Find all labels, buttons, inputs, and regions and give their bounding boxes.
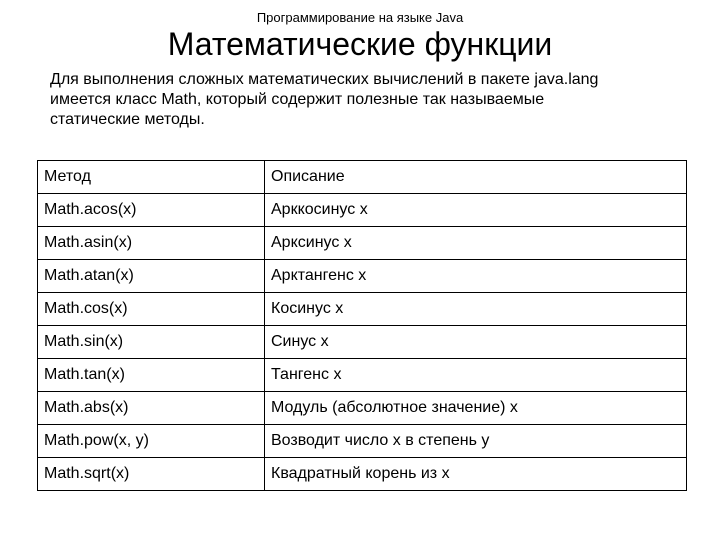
table-row	[38, 392, 687, 425]
method-cell: Math.sqrt(x)	[38, 458, 265, 491]
method-cell: Math.cos(x)	[38, 293, 265, 326]
method-cell: Math.pow(x, y)	[38, 425, 265, 458]
slide-title: Математические функции	[167, 26, 553, 62]
intro-line: статические методы.	[50, 111, 205, 128]
description-cell: Арккосинус x	[265, 194, 687, 227]
description-cell: Синус x	[265, 326, 687, 359]
table-header-row	[38, 161, 687, 194]
description-cell: Арксинус x	[265, 227, 687, 260]
intro-line: Для выполнения сложных математических вычислений в пакете java.lang	[50, 71, 599, 88]
column-header-method: Метод	[38, 161, 265, 194]
table-row	[38, 326, 687, 359]
table-row	[38, 227, 687, 260]
table-row	[38, 194, 687, 227]
description-cell: Квадратный корень из x	[265, 458, 687, 491]
description-cell: Арктангенс x	[265, 260, 687, 293]
intro-paragraph	[50, 70, 690, 130]
description-cell: Тангенс x	[265, 359, 687, 392]
method-cell: Math.asin(x)	[38, 227, 265, 260]
method-cell: Math.acos(x)	[38, 194, 265, 227]
description-cell: Модуль (абсолютное значение) x	[265, 392, 687, 425]
method-cell: Math.atan(x)	[38, 260, 265, 293]
method-cell: Math.tan(x)	[38, 359, 265, 392]
description-cell: Возводит число x в степень y	[265, 425, 687, 458]
table-row	[38, 359, 687, 392]
table-row	[38, 260, 687, 293]
table-row	[38, 458, 687, 491]
math-methods-table	[37, 160, 687, 491]
description-cell: Косинус x	[265, 293, 687, 326]
course-header: Программирование на языке Java	[256, 10, 464, 25]
column-header-description: Описание	[265, 161, 687, 194]
method-cell: Math.abs(x)	[38, 392, 265, 425]
table-row	[38, 293, 687, 326]
method-cell: Math.sin(x)	[38, 326, 265, 359]
intro-line: имеется класс Math, который содержит полезные так называемые	[50, 91, 545, 108]
table-row	[38, 425, 687, 458]
